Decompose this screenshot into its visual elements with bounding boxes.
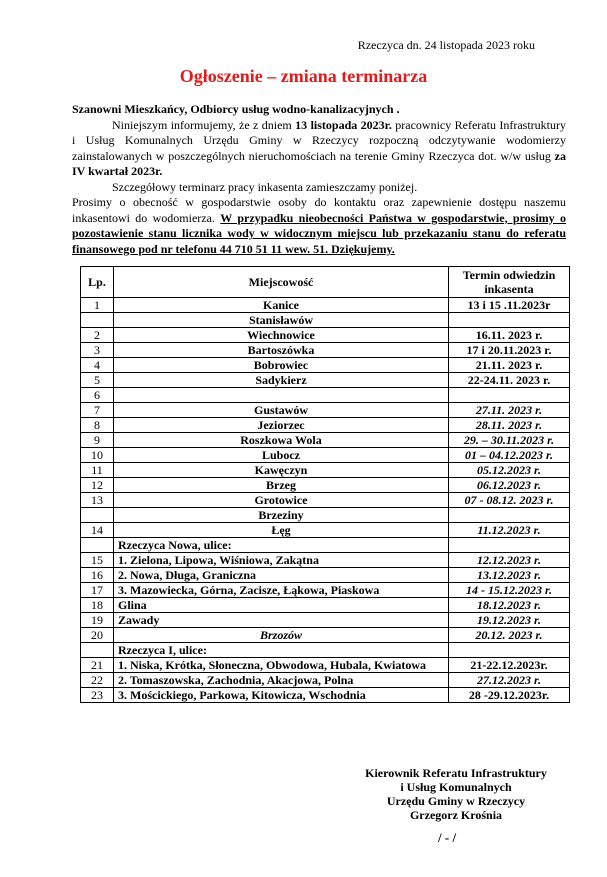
row-date: 21.11. 2023 r. (449, 358, 570, 373)
row-place: Gustawów (114, 403, 449, 418)
table-row (81, 538, 570, 553)
row-place: 2. Tomaszowska, Zachodnia, Akacjowa, Polna (114, 673, 449, 688)
table-body (81, 298, 570, 703)
row-place: Łęg (114, 523, 449, 538)
row-place: Sadykierz (114, 373, 449, 388)
row-lp (81, 313, 114, 328)
row-date: 11.12.2023 r. (449, 523, 570, 538)
table-row (81, 388, 570, 403)
table-header-row (81, 267, 570, 298)
row-lp: 12 (81, 478, 114, 493)
table-row (81, 598, 570, 613)
row-date: 18.12.2023 r. (449, 598, 570, 613)
row-lp: 18 (81, 598, 114, 613)
table-row (81, 553, 570, 568)
row-place (114, 388, 449, 403)
row-lp (81, 643, 114, 658)
row-date: 20.12. 2023 r. (449, 628, 570, 643)
row-date (449, 388, 570, 403)
intro-paragraph-1 (72, 118, 566, 180)
row-date: 29. – 30.11.2023 r. (449, 433, 570, 448)
row-place: Brzozów (114, 628, 449, 643)
table-row (81, 313, 570, 328)
row-date: 22-24.11. 2023 r. (449, 373, 570, 388)
row-date: 13 i 15 .11.2023r (449, 298, 570, 313)
row-lp: 13 (81, 493, 114, 508)
signature-block (340, 766, 572, 822)
row-place: Lubocz (114, 448, 449, 463)
signature-line-2: i Usług Komunalnych (400, 780, 512, 794)
row-date: 16.11. 2023 r. (449, 328, 570, 343)
p1-a: Niniejszym informujemy, że z dniem (112, 117, 296, 132)
table-row (81, 613, 570, 628)
row-date: 17 i 20.11.2023 r. (449, 343, 570, 358)
row-date: 27.12.2023 r. (449, 673, 570, 688)
quarter: za IV kwartał 2023r. (72, 148, 566, 178)
row-lp: 19 (81, 613, 114, 628)
document-date: Rzeczyca dn. 24 listopada 2023 roku (357, 38, 535, 52)
table-row (81, 433, 570, 448)
row-place: 3. Mościckiego, Parkowa, Kitowicza, Wschodnia (114, 688, 449, 703)
row-lp: 21 (81, 658, 114, 673)
table-row (81, 403, 570, 418)
row-place: Roszkowa Wola (114, 433, 449, 448)
table-row (81, 568, 570, 583)
row-date: 21-22.12.2023r. (449, 658, 570, 673)
row-lp: 17 (81, 583, 114, 598)
table-row (81, 478, 570, 493)
intro-paragraph-2: Szczegółowy terminarz pracy inkasenta zamieszczamy poniżej. (112, 179, 418, 194)
row-lp: 1 (81, 298, 114, 313)
table-row (81, 358, 570, 373)
header-date: Termin odwiedzin inkasenta (449, 267, 570, 298)
row-date (449, 538, 570, 553)
header-place: Miejscowość (114, 267, 449, 298)
row-date: 13.12.2023 r. (449, 568, 570, 583)
table-row (81, 508, 570, 523)
p3-a: Prosimy o obecność w gospodarstwie osoby do kontaktu oraz zapewnienie dostępu naszemu inkasentowi do wodomierza. (72, 195, 566, 225)
row-date: 28.11. 2023 r. (449, 418, 570, 433)
table-row (81, 448, 570, 463)
row-place: Rzeczyca I, ulice: (114, 643, 449, 658)
row-lp: 3 (81, 343, 114, 358)
row-date (449, 643, 570, 658)
table-row (81, 673, 570, 688)
signature-name: Grzegorz Krośnia (409, 808, 503, 822)
row-date (449, 313, 570, 328)
schedule-table (80, 266, 570, 703)
table-row (81, 643, 570, 658)
row-lp: 8 (81, 418, 114, 433)
row-place: Kawęczyn (114, 463, 449, 478)
row-lp: 20 (81, 628, 114, 643)
row-place: Stanisławów (114, 313, 449, 328)
table-row (81, 418, 570, 433)
table-row (81, 583, 570, 598)
p1-c: pracownicy Referatu Infrastruktury i Usług Komunalnych Urzędu Gminy w Rzeczycy rozpoczną odczytywanie wodomierzy zainstalowanych w poszczególnych nieruchomościach na terenie Gminy Rzeczyca dot. w/w usług (72, 117, 566, 163)
row-lp: 16 (81, 568, 114, 583)
row-place: 1. Zielona, Lipowa, Wiśniowa, Zakątna (114, 553, 449, 568)
row-date: 14 - 15.12.2023 r. (449, 583, 570, 598)
row-place: Grotowice (114, 493, 449, 508)
row-lp: 5 (81, 373, 114, 388)
row-place: Wiechnowice (114, 328, 449, 343)
row-lp: 22 (81, 673, 114, 688)
row-place: Brzeziny (114, 508, 449, 523)
row-date (449, 508, 570, 523)
signature-line-3: Urzędu Gminy w Rzeczycy (386, 794, 526, 808)
row-place: Zawady (114, 613, 449, 628)
row-date: 05.12.2023 r. (449, 463, 570, 478)
row-date: 27.11. 2023 r. (449, 403, 570, 418)
row-place: Bobrowiec (114, 358, 449, 373)
page-marker: / - / (438, 830, 457, 845)
row-date: 12.12.2023 r. (449, 553, 570, 568)
start-date: 13 listopada 2023r. (295, 117, 392, 132)
table-row (81, 298, 570, 313)
row-place: Rzeczyca Nowa, ulice: (114, 538, 449, 553)
row-place: Bartoszówka (114, 343, 449, 358)
row-place: Glina (114, 598, 449, 613)
row-lp: 11 (81, 463, 114, 478)
row-lp: 15 (81, 553, 114, 568)
row-place: 1. Niska, Krótka, Słoneczna, Obwodowa, Hubala, Kwiatowa (114, 658, 449, 673)
row-place: Jeziorzec (114, 418, 449, 433)
greeting: Szanowni Mieszkańcy, Odbiorcy usług wodno-kanalizacyjnych . (72, 102, 400, 116)
row-place: 2. Nowa, Długa, Graniczna (114, 568, 449, 583)
table-row (81, 328, 570, 343)
table-row (81, 463, 570, 478)
table-row (81, 523, 570, 538)
row-place: Brzeg (114, 478, 449, 493)
row-lp: 6 (81, 388, 114, 403)
announcement-title: Ogłoszenie – zmiana terminarza (179, 66, 428, 86)
row-date: 28 -29.12.2023r. (449, 688, 570, 703)
table-row (81, 658, 570, 673)
intro-text (72, 102, 566, 257)
intro-paragraph-3 (72, 195, 566, 257)
header-lp: Lp. (81, 267, 114, 298)
row-lp: 2 (81, 328, 114, 343)
row-lp: 9 (81, 433, 114, 448)
row-date: 07 - 08.12. 2023 r. (449, 493, 570, 508)
row-date: 01 – 04.12.2023 r. (449, 448, 570, 463)
row-date: 06.12.2023 r. (449, 478, 570, 493)
signature-line-1: Kierownik Referatu Infrastruktury (365, 766, 547, 780)
row-place: Kanice (114, 298, 449, 313)
row-lp (81, 538, 114, 553)
table-row (81, 628, 570, 643)
table-row (81, 493, 570, 508)
row-lp: 14 (81, 523, 114, 538)
row-date: 19.12.2023 r. (449, 613, 570, 628)
row-lp: 4 (81, 358, 114, 373)
p3-request: W przypadku nieobecności Państwa w gospodarstwie, prosimy o pozostawienie stanu licznika wody w widocznym miejscu lub przekazaniu stanu do referatu finansowego pod nr telefonu 44 710 51 11 wew. 51. Dziękujemy. (72, 210, 566, 256)
row-lp: 10 (81, 448, 114, 463)
row-lp: 7 (81, 403, 114, 418)
row-lp (81, 508, 114, 523)
table-row (81, 373, 570, 388)
row-place: 3. Mazowiecka, Górna, Zacisze, Łąkowa, Piaskowa (114, 583, 449, 598)
row-lp: 23 (81, 688, 114, 703)
table-row (81, 343, 570, 358)
table-row (81, 688, 570, 703)
